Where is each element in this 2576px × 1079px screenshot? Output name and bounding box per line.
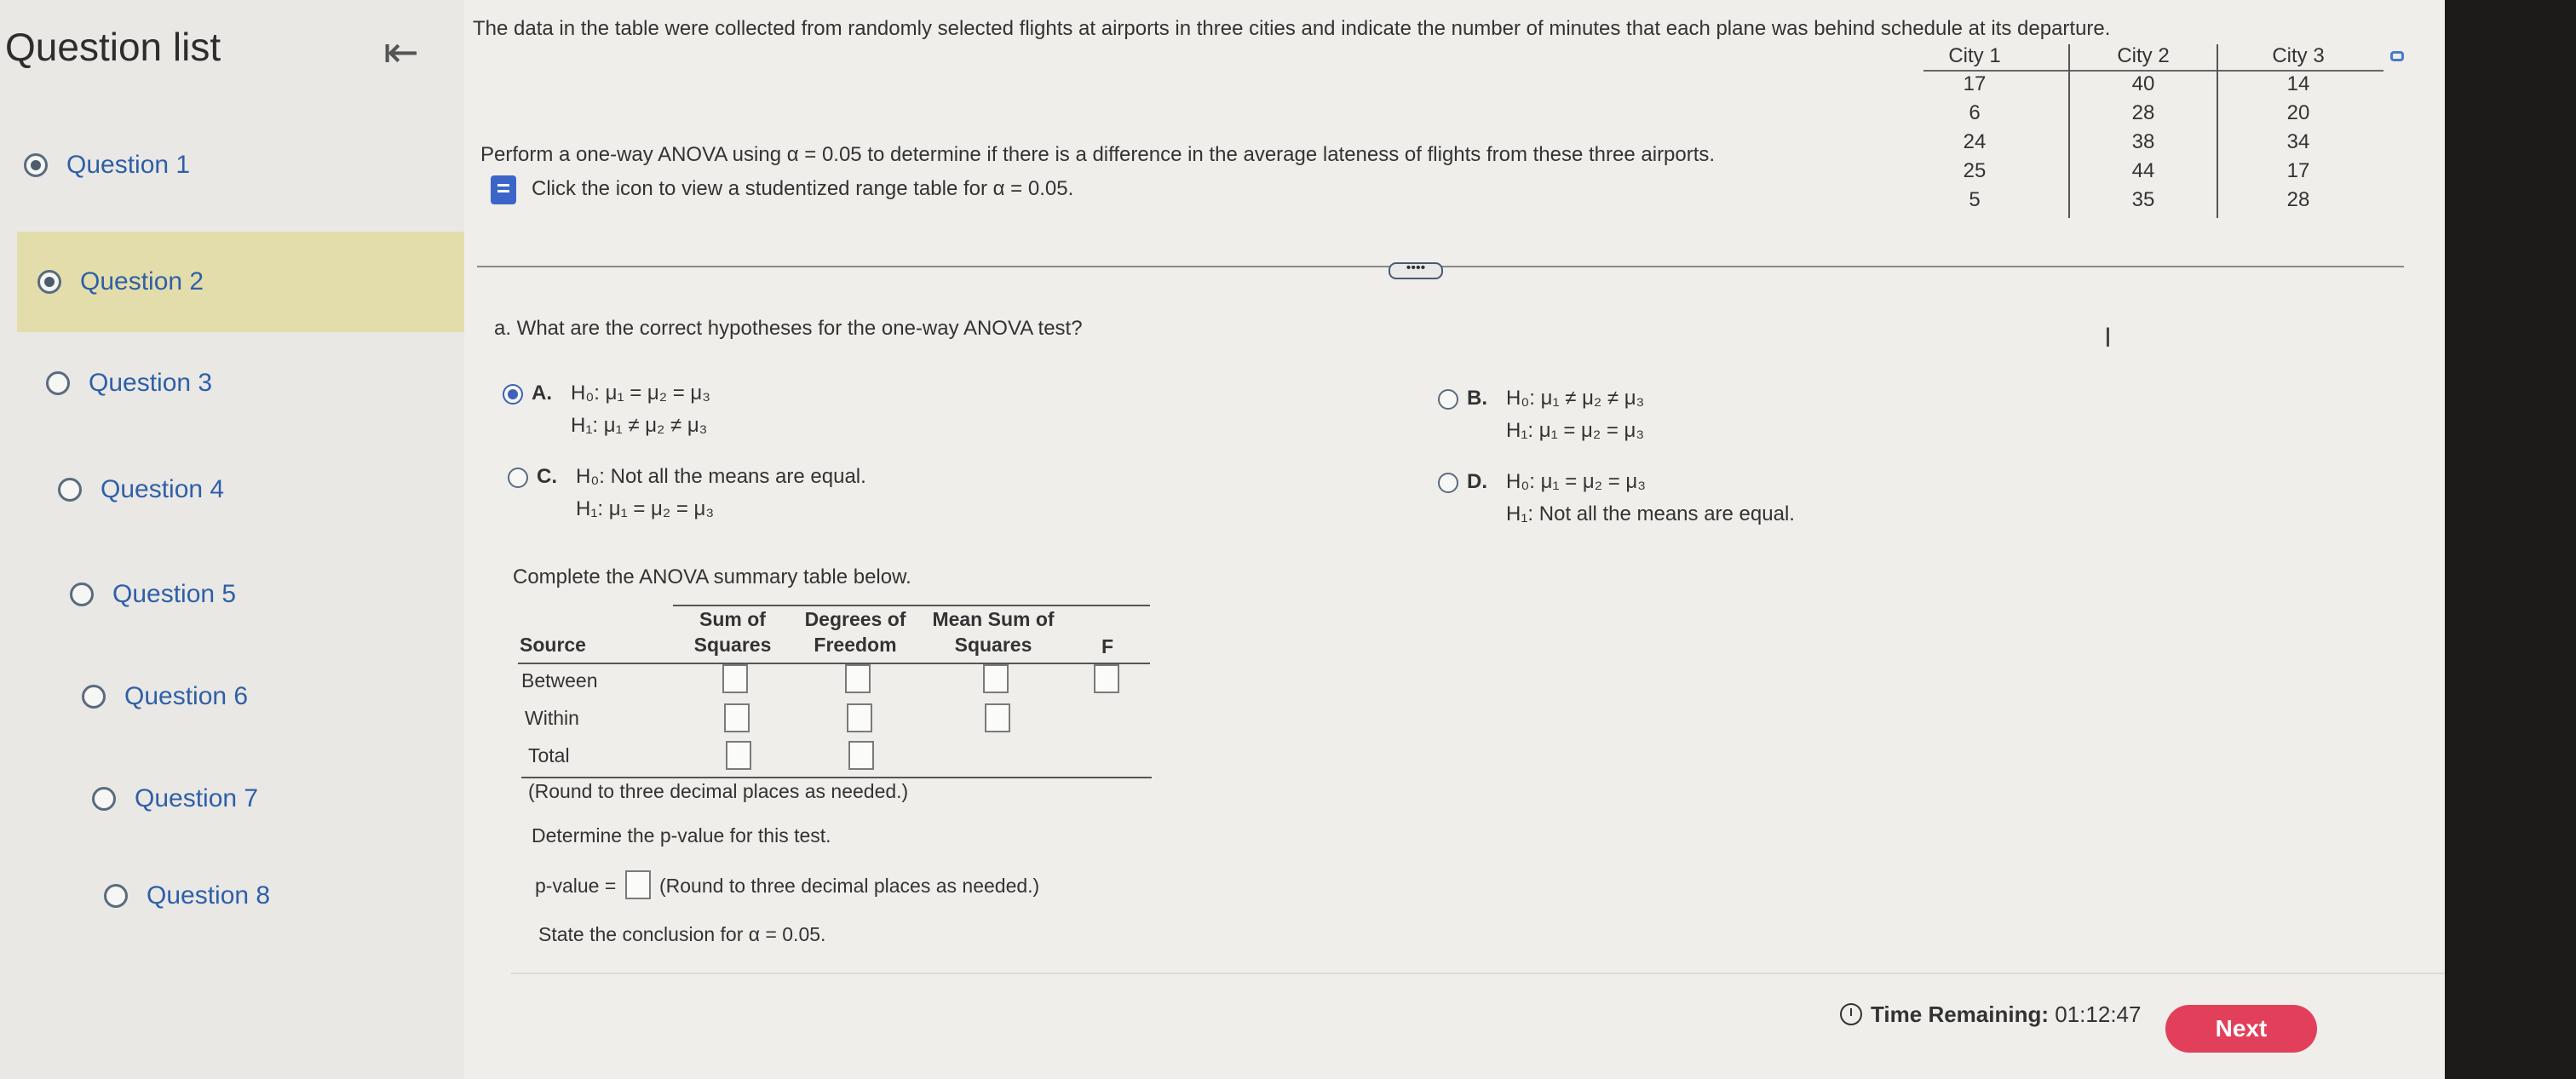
table-column-divider (2217, 44, 2218, 218)
ss-header (681, 606, 784, 657)
ms-header (925, 606, 1061, 657)
df-header (796, 606, 915, 657)
option-h1: H₁: Not all the means are equal. (1506, 502, 1795, 525)
status-radio-icon (46, 371, 70, 395)
book-icon[interactable] (491, 175, 516, 204)
next-button[interactable]: Next (2165, 1005, 2317, 1053)
ss-header-line2: Squares (693, 634, 772, 656)
status-radio-icon (92, 787, 116, 811)
f-header: F (1101, 635, 1114, 657)
collapse-left-icon[interactable]: ⇤ (383, 28, 419, 76)
question-item-1[interactable] (0, 123, 464, 208)
resize-handle[interactable]: •••• (1389, 262, 1443, 279)
radio-icon (1438, 389, 1458, 410)
question-label: Question 4 (101, 475, 225, 503)
status-radio-icon (37, 270, 61, 294)
data-cell: 6 (1969, 101, 1981, 124)
data-cell: 20 (2286, 101, 2310, 124)
question-item-7[interactable] (92, 756, 458, 841)
data-cell: 24 (1963, 130, 1987, 153)
data-cell: 34 (2286, 130, 2310, 153)
option-a[interactable] (503, 382, 980, 450)
question-item-5[interactable] (70, 552, 453, 637)
range-table-link[interactable]: Click the icon to view a studentized range table for α = 0.05. (532, 177, 1074, 200)
option-letter: A. (532, 382, 552, 405)
ms-within-input[interactable] (985, 703, 1010, 732)
status-radio-icon (82, 685, 106, 709)
df-header-line1: Degrees of (804, 608, 906, 630)
question-label: Question 3 (89, 369, 213, 397)
data-cell: 40 (2131, 72, 2155, 95)
data-cell: 38 (2131, 130, 2155, 153)
status-radio-icon (70, 583, 94, 606)
ms-header-line1: Mean Sum of (932, 608, 1055, 630)
problem-intro: The data in the table were collected from randomly selected flights at airports in three cities and indicate the number of minutes that each plane was behind schedule at its departure. (473, 17, 2111, 40)
ms-between-input[interactable] (983, 664, 1009, 693)
f-input[interactable] (1094, 664, 1119, 693)
pvalue-input[interactable] (625, 870, 651, 899)
radio-selected-icon (503, 384, 523, 405)
table-header-rule (518, 663, 1150, 664)
table-bottom-rule (521, 777, 1152, 778)
status-radio-icon (24, 153, 48, 177)
ms-header-line2: Squares (954, 634, 1032, 656)
source-header: Source (520, 634, 586, 656)
ss-header-line1: Sum of (699, 608, 766, 630)
time-remaining (1840, 1002, 2141, 1028)
column-header: City 1 (1948, 44, 2001, 67)
footer-divider (511, 973, 2445, 974)
pvalue-label: p-value = (535, 875, 617, 897)
df-header-line2: Freedom (814, 634, 897, 656)
df-between-input[interactable] (845, 664, 871, 693)
option-d[interactable] (1438, 470, 1915, 538)
question-label: Question 6 (124, 682, 249, 710)
status-radio-icon (104, 884, 128, 908)
text-cursor-icon: I (2104, 322, 2112, 353)
ss-total-input[interactable] (726, 741, 751, 770)
table-column-divider (2068, 44, 2070, 218)
data-cell: 14 (2286, 72, 2310, 95)
time-value: 01:12:47 (2055, 1002, 2142, 1027)
question-list-title: Question list (5, 25, 221, 69)
anova-prompt: Complete the ANOVA summary table below. (513, 565, 911, 588)
clock-icon (1840, 1003, 1862, 1025)
option-h1: H₁: μ₁ ≠ μ₂ ≠ μ₃ (571, 414, 708, 437)
data-cell: 44 (2131, 159, 2155, 182)
option-h0: H₀: μ₁ = μ₂ = μ₃ (571, 382, 711, 405)
question-item-8[interactable] (104, 853, 462, 938)
option-h1: H₁: μ₁ = μ₂ = μ₃ (1506, 419, 1645, 442)
option-h0: H₀: μ₁ = μ₂ = μ₃ (1506, 470, 1647, 493)
column-header: City 2 (2117, 44, 2170, 67)
option-letter: B. (1467, 387, 1487, 410)
round-note: (Round to three decimal places as needed.) (528, 780, 909, 802)
option-letter: C. (537, 465, 557, 488)
radio-icon (508, 468, 528, 488)
df-total-input[interactable] (848, 741, 874, 770)
row-within: Within (525, 707, 579, 729)
question-item-2[interactable] (17, 232, 464, 332)
option-letter: D. (1467, 470, 1487, 493)
question-label: Question 5 (112, 580, 237, 608)
row-total: Total (528, 744, 570, 766)
pvalue-note: (Round to three decimal places as needed.) (659, 875, 1040, 897)
pvalue-prompt: Determine the p-value for this test. (532, 824, 831, 847)
option-h0: H₀: μ₁ ≠ μ₂ ≠ μ₃ (1506, 387, 1645, 410)
part-a-question: a. What are the correct hypotheses for the one-way ANOVA test? (494, 317, 1083, 340)
data-cell: 28 (2131, 101, 2155, 124)
conclusion-prompt: State the conclusion for α = 0.05. (538, 923, 826, 945)
data-cell: 17 (1963, 72, 1987, 95)
option-h1: H₁: μ₁ = μ₂ = μ₃ (576, 497, 715, 520)
question-label: Question 2 (80, 267, 204, 296)
question-item-6[interactable] (82, 654, 457, 739)
option-b[interactable] (1438, 387, 1915, 455)
question-label: Question 7 (135, 784, 259, 812)
df-within-input[interactable] (847, 703, 872, 732)
row-between: Between (521, 669, 598, 692)
status-radio-icon (58, 478, 82, 502)
question-label: Question 1 (66, 151, 191, 179)
ss-within-input[interactable] (724, 703, 750, 732)
column-header: City 3 (2272, 44, 2325, 67)
time-label: Time Remaining: (1871, 1002, 2050, 1027)
radio-icon (1438, 473, 1458, 493)
expand-icon[interactable] (2390, 51, 2404, 61)
data-cell: 5 (1969, 188, 1981, 211)
option-h0: H₀: Not all the means are equal. (576, 465, 866, 488)
problem-instruction: Perform a one-way ANOVA using α = 0.05 to determine if there is a difference in the average lateness of flights from these three airports. (480, 143, 1716, 166)
data-cell: 25 (1963, 159, 1987, 182)
data-cell: 35 (2131, 188, 2155, 211)
question-list-sidebar (0, 0, 464, 1079)
ss-between-input[interactable] (722, 664, 748, 693)
option-c[interactable] (508, 465, 1019, 533)
data-cell: 28 (2286, 188, 2310, 211)
data-cell: 17 (2286, 159, 2310, 182)
table-header-divider (1923, 70, 2383, 72)
question-label: Question 8 (147, 881, 271, 910)
question-item-4[interactable] (58, 447, 458, 532)
question-item-3[interactable] (46, 341, 455, 426)
